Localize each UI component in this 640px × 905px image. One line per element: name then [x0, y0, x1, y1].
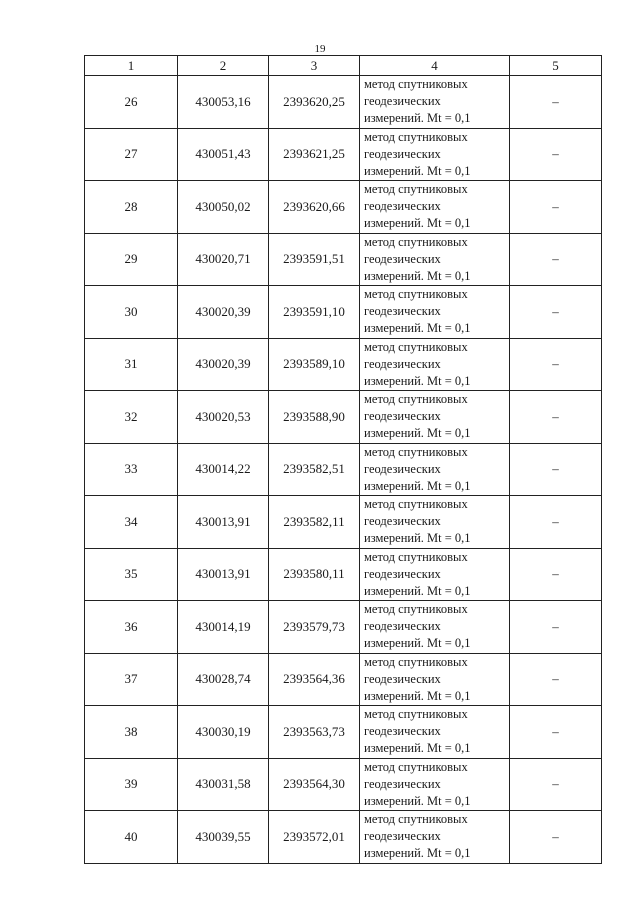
note-cell: – — [510, 548, 602, 601]
method-line: измерений. Mt = 0,1 — [364, 583, 471, 598]
point-number-cell: 31 — [85, 338, 178, 391]
method-line: геодезических — [364, 304, 441, 319]
method-line: измерений. Mt = 0,1 — [364, 478, 471, 493]
x-coordinate-cell: 430028,74 — [178, 653, 269, 706]
y-coordinate-cell: 2393564,30 — [269, 758, 360, 811]
method-cell — [360, 128, 510, 181]
column-header-1: 1 — [85, 56, 178, 76]
method-line: геодезических — [364, 514, 441, 529]
note-cell: – — [510, 811, 602, 864]
point-number-cell: 30 — [85, 286, 178, 339]
method-cell — [360, 601, 510, 654]
method-cell — [360, 233, 510, 286]
note-cell: – — [510, 758, 602, 811]
note-cell: – — [510, 496, 602, 549]
y-coordinate-cell: 2393572,01 — [269, 811, 360, 864]
method-cell — [360, 338, 510, 391]
point-number-cell: 37 — [85, 653, 178, 706]
y-coordinate-cell: 2393580,11 — [269, 548, 360, 601]
y-coordinate-cell: 2393591,51 — [269, 233, 360, 286]
table-row — [85, 338, 602, 391]
method-line: метод спутниковых — [364, 812, 468, 827]
method-line: измерений. Mt = 0,1 — [364, 531, 471, 546]
note-cell: – — [510, 233, 602, 286]
method-cell — [360, 548, 510, 601]
note-cell: – — [510, 181, 602, 234]
table-row — [85, 548, 602, 601]
y-coordinate-cell: 2393588,90 — [269, 391, 360, 444]
x-coordinate-cell: 430013,91 — [178, 496, 269, 549]
method-line: метод спутниковых — [364, 392, 468, 407]
method-line: метод спутниковых — [364, 444, 468, 459]
method-cell — [360, 391, 510, 444]
table-row — [85, 811, 602, 864]
method-line: измерений. Mt = 0,1 — [364, 846, 471, 861]
point-number-cell: 38 — [85, 706, 178, 759]
table-row — [85, 76, 602, 129]
method-line: метод спутниковых — [364, 602, 468, 617]
method-line: измерений. Mt = 0,1 — [364, 373, 471, 388]
x-coordinate-cell: 430050,02 — [178, 181, 269, 234]
note-cell: – — [510, 338, 602, 391]
method-line: геодезических — [364, 199, 441, 214]
method-line: метод спутниковых — [364, 234, 468, 249]
method-cell — [360, 653, 510, 706]
x-coordinate-cell: 430020,71 — [178, 233, 269, 286]
method-line: геодезических — [364, 776, 441, 791]
method-cell — [360, 758, 510, 811]
x-coordinate-cell: 430013,91 — [178, 548, 269, 601]
method-cell — [360, 443, 510, 496]
method-line: геодезических — [364, 461, 441, 476]
note-cell: – — [510, 706, 602, 759]
method-line: метод спутниковых — [364, 129, 468, 144]
method-line: измерений. Mt = 0,1 — [364, 321, 471, 336]
method-line: геодезических — [364, 724, 441, 739]
table-row — [85, 128, 602, 181]
table-row — [85, 286, 602, 339]
point-number-cell: 33 — [85, 443, 178, 496]
method-line: геодезических — [364, 829, 441, 844]
x-coordinate-cell: 430039,55 — [178, 811, 269, 864]
note-cell: – — [510, 391, 602, 444]
note-cell: – — [510, 76, 602, 129]
x-coordinate-cell: 430020,53 — [178, 391, 269, 444]
method-cell — [360, 181, 510, 234]
table-row — [85, 233, 602, 286]
note-cell: – — [510, 128, 602, 181]
y-coordinate-cell: 2393620,66 — [269, 181, 360, 234]
table-body — [85, 76, 602, 864]
point-number-cell: 36 — [85, 601, 178, 654]
column-header-2: 2 — [178, 56, 269, 76]
method-line: геодезических — [364, 671, 441, 686]
table-header-row — [85, 56, 602, 76]
point-number-cell: 40 — [85, 811, 178, 864]
note-cell: – — [510, 653, 602, 706]
y-coordinate-cell: 2393563,73 — [269, 706, 360, 759]
table-row — [85, 758, 602, 811]
method-line: метод спутниковых — [364, 339, 468, 354]
table-row — [85, 496, 602, 549]
point-number-cell: 32 — [85, 391, 178, 444]
method-line: метод спутниковых — [364, 182, 468, 197]
point-number-cell: 34 — [85, 496, 178, 549]
method-line: измерений. Mt = 0,1 — [364, 636, 471, 651]
method-line: измерений. Mt = 0,1 — [364, 793, 471, 808]
method-line: геодезических — [364, 409, 441, 424]
method-line: метод спутниковых — [364, 287, 468, 302]
method-line: измерений. Mt = 0,1 — [364, 741, 471, 756]
point-number-cell: 29 — [85, 233, 178, 286]
x-coordinate-cell: 430031,58 — [178, 758, 269, 811]
method-line: метод спутниковых — [364, 497, 468, 512]
point-number-cell: 28 — [85, 181, 178, 234]
method-line: метод спутниковых — [364, 654, 468, 669]
point-number-cell: 35 — [85, 548, 178, 601]
table-row — [85, 601, 602, 654]
x-coordinate-cell: 430053,16 — [178, 76, 269, 129]
y-coordinate-cell: 2393621,25 — [269, 128, 360, 181]
point-number-cell: 27 — [85, 128, 178, 181]
x-coordinate-cell: 430014,19 — [178, 601, 269, 654]
column-header-3: 3 — [269, 56, 360, 76]
method-line: метод спутниковых — [364, 549, 468, 564]
method-line: измерений. Mt = 0,1 — [364, 163, 471, 178]
x-coordinate-cell: 430051,43 — [178, 128, 269, 181]
table-row — [85, 443, 602, 496]
x-coordinate-cell: 430020,39 — [178, 286, 269, 339]
method-line: измерений. Mt = 0,1 — [364, 268, 471, 283]
y-coordinate-cell: 2393589,10 — [269, 338, 360, 391]
point-number-cell: 26 — [85, 76, 178, 129]
note-cell: – — [510, 443, 602, 496]
table-row — [85, 181, 602, 234]
x-coordinate-cell: 430014,22 — [178, 443, 269, 496]
coordinates-table — [84, 55, 602, 864]
method-line: геодезических — [364, 619, 441, 634]
table-row — [85, 706, 602, 759]
table-row — [85, 653, 602, 706]
method-line: измерений. Mt = 0,1 — [364, 426, 471, 441]
method-cell — [360, 706, 510, 759]
method-line: метод спутниковых — [364, 77, 468, 92]
y-coordinate-cell: 2393579,73 — [269, 601, 360, 654]
method-line: измерений. Mt = 0,1 — [364, 216, 471, 231]
x-coordinate-cell: 430030,19 — [178, 706, 269, 759]
method-line: геодезических — [364, 356, 441, 371]
y-coordinate-cell: 2393620,25 — [269, 76, 360, 129]
y-coordinate-cell: 2393591,10 — [269, 286, 360, 339]
method-line: измерений. Mt = 0,1 — [364, 111, 471, 126]
method-line: геодезических — [364, 251, 441, 266]
method-line: измерений. Mt = 0,1 — [364, 688, 471, 703]
method-cell — [360, 286, 510, 339]
table-row — [85, 391, 602, 444]
note-cell: – — [510, 601, 602, 654]
note-cell: – — [510, 286, 602, 339]
page-number: 19 — [314, 43, 326, 55]
method-line: геодезических — [364, 146, 441, 161]
y-coordinate-cell: 2393564,36 — [269, 653, 360, 706]
y-coordinate-cell: 2393582,11 — [269, 496, 360, 549]
method-cell — [360, 76, 510, 129]
y-coordinate-cell: 2393582,51 — [269, 443, 360, 496]
method-cell — [360, 811, 510, 864]
column-header-4: 4 — [360, 56, 510, 76]
method-cell — [360, 496, 510, 549]
method-line: метод спутниковых — [364, 759, 468, 774]
method-line: геодезических — [364, 94, 441, 109]
point-number-cell: 39 — [85, 758, 178, 811]
method-line: метод спутниковых — [364, 707, 468, 722]
method-line: геодезических — [364, 566, 441, 581]
x-coordinate-cell: 430020,39 — [178, 338, 269, 391]
column-header-5: 5 — [510, 56, 602, 76]
